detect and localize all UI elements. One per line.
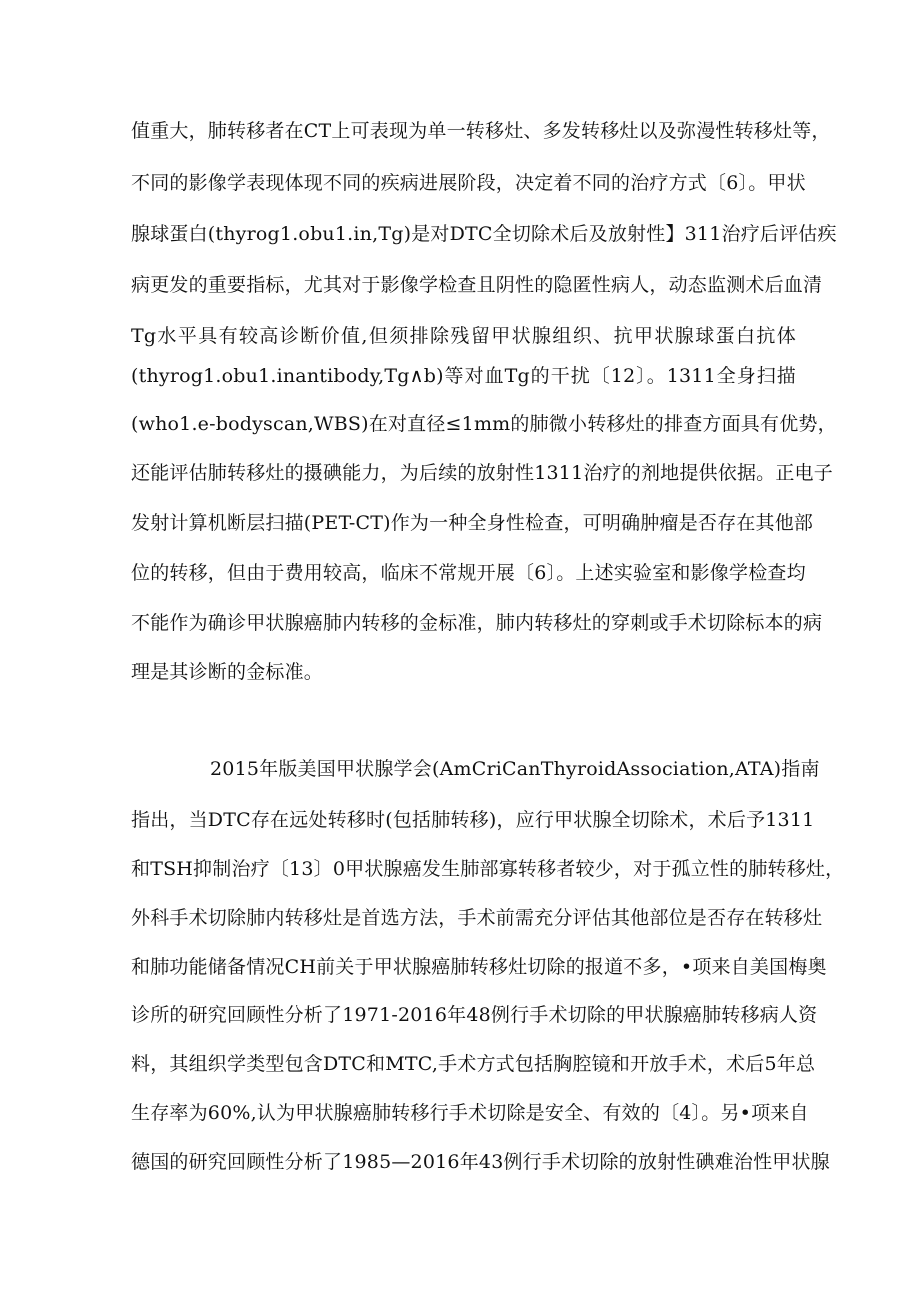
- text-line: 不能作为确诊甲状腺癌肺内转移的金标准，肺内转移灶的穿刺或手术切除标本的病: [131, 612, 823, 634]
- text-line: 值重大，肺转移者在CT上可表现为单一转移灶、多发转移灶以及弥漫性转移灶等，: [131, 120, 831, 142]
- text-line: 指出，当DTC存在远处转移时(包括肺转移)，应行甲状腺全切除术，术后予1311: [131, 809, 815, 831]
- text-line: Tg水平具有较高诊断价值,但须排除残留甲状腺组织、抗甲状腺球蛋白抗体: [131, 325, 796, 347]
- text-line: 外科手术切除肺内转移灶是首选方法，手术前需充分评估其他部位是否存在转移灶: [131, 907, 823, 929]
- text-line: 还能评估肺转移灶的摄碘能力，为后续的放射性1311治疗的剂地提供依据。正电子: [131, 462, 833, 484]
- text-line: 位的转移，但由于费用较高，临床不常规开展〔6〕。上述实验室和影像学检查均: [131, 562, 806, 584]
- text-line: 腺球蛋白(thyrog1.obu1.in,Tg)是对DTC全切除术后及放射性】311治疗后评估疾: [131, 223, 837, 245]
- text-line: 和TSH抑制治疗〔13〕0甲状腺癌发生肺部寡转移者较少，对于孤立性的肺转移灶，: [131, 858, 845, 880]
- text-line: 病更发的重要指标，尤其对于影像学检查且阴性的隐匿性病人，动态监测术后血清: [131, 274, 823, 296]
- text-line: 料，其组织学类型包含DTC和MTC,手术方式包括胸腔镜和开放手术，术后5年总: [131, 1053, 816, 1075]
- text-line: 诊所的研究回顾性分析了1971-2016年48例行手术切除的甲状腺癌肺转移病人资: [131, 1004, 818, 1026]
- text-line: 不同的影像学表现体现不同的疾病进展阶段，决定着不同的治疗方式〔6〕。甲状: [131, 172, 806, 194]
- text-line: 生存率为60%,认为甲状腺癌肺转移行手术切除是安全、有效的〔4〕。另•项来自: [131, 1102, 809, 1124]
- text-line: 和肺功能储备情况CH前关于甲状腺癌肺转移灶切除的报道不多，•项来自美国梅奥: [131, 956, 827, 978]
- text-line: 理是其诊断的金标准。: [131, 661, 324, 683]
- text-line: 发射计算机断层扫描(PET-CT)作为一种全身性检查，可明确肿瘤是否存在其他部: [131, 512, 814, 534]
- text-line: (thyrog1.obu1.inantibody,Tg∧b)等对血Tg的干扰〔12〕。1311全身扫描: [131, 365, 796, 387]
- text-line: 2015年版美国甲状腺学会(AmCriCanThyroidAssociation,ATA)指南: [210, 758, 820, 780]
- text-line: (who1.e-bodyscan,WBS)在对直径≤1mm的肺微小转移灶的排查方面具有优势，: [131, 413, 837, 435]
- text-line: 德国的研究回顾性分析了1985—2016年43例行手术切除的放射性碘难治性甲状腺: [131, 1151, 830, 1173]
